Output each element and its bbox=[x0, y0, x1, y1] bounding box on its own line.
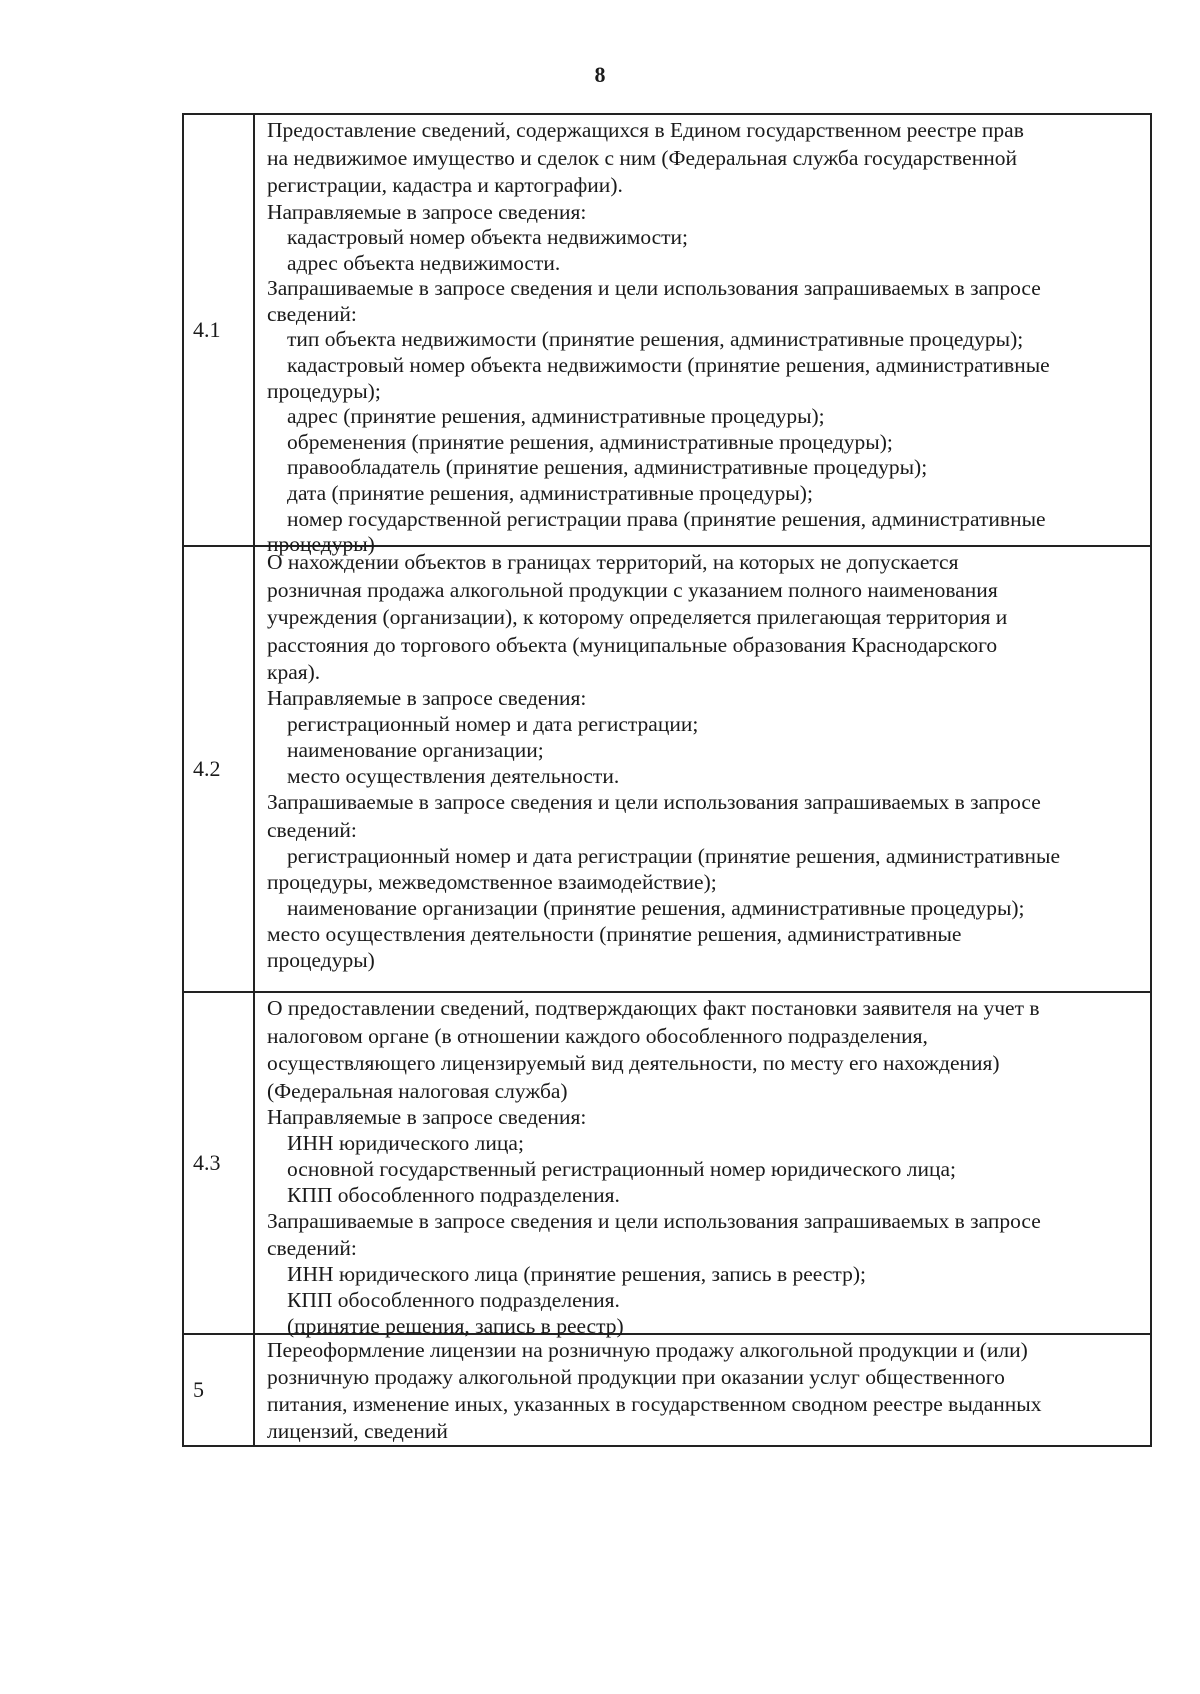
text-line: Запрашиваемые в запросе сведения и цели использования запрашиваемых в запросе bbox=[267, 790, 1041, 814]
row-number: 4.2 bbox=[184, 547, 255, 991]
text-line: сведений: bbox=[267, 1236, 357, 1260]
row-number: 4.3 bbox=[184, 993, 255, 1333]
page-number: 8 bbox=[594, 62, 606, 87]
text-line: Направляемые в запросе сведения: bbox=[267, 686, 587, 710]
text-line: Переоформление лицензии на розничную продажу алкогольной продукции и (или) bbox=[267, 1338, 1028, 1362]
text-line: процедуры); bbox=[267, 378, 381, 403]
text-line: сведений: bbox=[267, 301, 357, 326]
text-line: регистрации, кадастра и картографии). bbox=[267, 173, 623, 197]
text-line: учреждения (организации), к которому определяется прилегающая территория и bbox=[267, 605, 1008, 629]
text-line: О предоставлении сведений, подтверждающих факт постановки заявителя на учет в bbox=[267, 996, 1040, 1020]
text-line: регистрационный номер и дата регистрации (принятие решения, административные bbox=[287, 843, 1060, 868]
text-line: номер государственной регистрации права (принятие решения, административные bbox=[287, 506, 1046, 531]
text-line: кадастровый номер объекта недвижимости (принятие решения, административные bbox=[287, 353, 1050, 378]
text-line: кадастровый номер объекта недвижимости; bbox=[287, 225, 689, 250]
text-line: осуществляющего лицензируемый вид деятельности, по месту его нахождения) bbox=[267, 1051, 1000, 1075]
text-line: (Федеральная налоговая служба) bbox=[267, 1078, 568, 1103]
text-line: тип объекта недвижимости (принятие решения, административные процедуры); bbox=[287, 327, 1024, 352]
text-line: процедуры) bbox=[267, 947, 375, 972]
text-line: правообладатель (принятие решения, административные процедуры); bbox=[287, 455, 928, 480]
text-line: Направляемые в запросе сведения: bbox=[267, 1104, 587, 1129]
text-line: края). bbox=[267, 660, 321, 684]
row-content bbox=[255, 1335, 1152, 1445]
text-line: наименование организации (принятие решения, административные процедуры); bbox=[287, 895, 1025, 920]
table-row-5 bbox=[184, 1335, 1152, 1447]
text-line: процедуры, межведомственное взаимодействие); bbox=[267, 869, 717, 894]
text-line: Направляемые в запросе сведения: bbox=[267, 199, 587, 224]
row-number: 4.1 bbox=[184, 115, 255, 545]
text-line: ИНН юридического лица (принятие решения, запись в реестр); bbox=[287, 1262, 866, 1286]
text-line: сведений: bbox=[267, 817, 357, 842]
text-line: дата (принятие решения, административные процедуры); bbox=[287, 481, 813, 506]
text-line: место осуществления деятельности. bbox=[287, 764, 620, 788]
text-line: обременения (принятие решения, административные процедуры); bbox=[287, 429, 893, 454]
text-line: на недвижимое имущество и сделок с ним (Федеральная служба государственной bbox=[267, 145, 1017, 170]
text-line: питания, изменение иных, указанных в государственном сводном реестре выданных bbox=[267, 1392, 1042, 1416]
row-number: 5 bbox=[184, 1335, 255, 1445]
row-content bbox=[255, 547, 1152, 991]
text-line: КПП обособленного подразделения. bbox=[287, 1182, 620, 1207]
text-line: процедуры) bbox=[267, 532, 375, 557]
text-line: Запрашиваемые в запросе сведения и цели использования запрашиваемых в запросе bbox=[267, 276, 1041, 301]
row-content bbox=[255, 993, 1152, 1338]
text-line: розничная продажа алкогольной продукции с указанием полного наименования bbox=[267, 577, 998, 602]
text-line: розничную продажу алкогольной продукции при оказании услуг общественного bbox=[267, 1365, 1005, 1389]
text-line: налоговом органе (в отношении каждого обособленного подразделения, bbox=[267, 1023, 928, 1048]
text-line: регистрационный номер и дата регистрации; bbox=[287, 712, 699, 736]
text-line: адрес (принятие решения, административные процедуры); bbox=[287, 404, 825, 429]
table-row-4-3 bbox=[184, 993, 1152, 1338]
services-table bbox=[182, 113, 1152, 1447]
text-line: место осуществления деятельности (принятие решения, административные bbox=[267, 921, 962, 946]
row-content bbox=[255, 115, 1152, 557]
table-row-4-1 bbox=[184, 115, 1152, 557]
text-line: адрес объекта недвижимости. bbox=[287, 250, 561, 275]
text-line: Запрашиваемые в запросе сведения и цели использования запрашиваемых в запросе bbox=[267, 1208, 1041, 1233]
text-line: основной государственный регистрационный номер юридического лица; bbox=[287, 1156, 956, 1181]
text-line: КПП обособленного подразделения. bbox=[287, 1288, 620, 1312]
text-line: ИНН юридического лица; bbox=[287, 1130, 524, 1155]
text-line: наименование организации; bbox=[287, 738, 544, 762]
text-line: Предоставление сведений, содержащихся в Едином государственном реестре прав bbox=[267, 118, 1024, 142]
text-line: О нахождении объектов в границах территорий, на которых не допускается bbox=[267, 550, 959, 574]
table-row-4-2 bbox=[184, 547, 1152, 993]
text-line: лицензий, сведений bbox=[267, 1419, 448, 1443]
text-line: (принятие решения, запись в реестр) bbox=[287, 1314, 624, 1338]
text-line: расстояния до торгового объекта (муниципальные образования Краснодарского bbox=[267, 632, 998, 657]
